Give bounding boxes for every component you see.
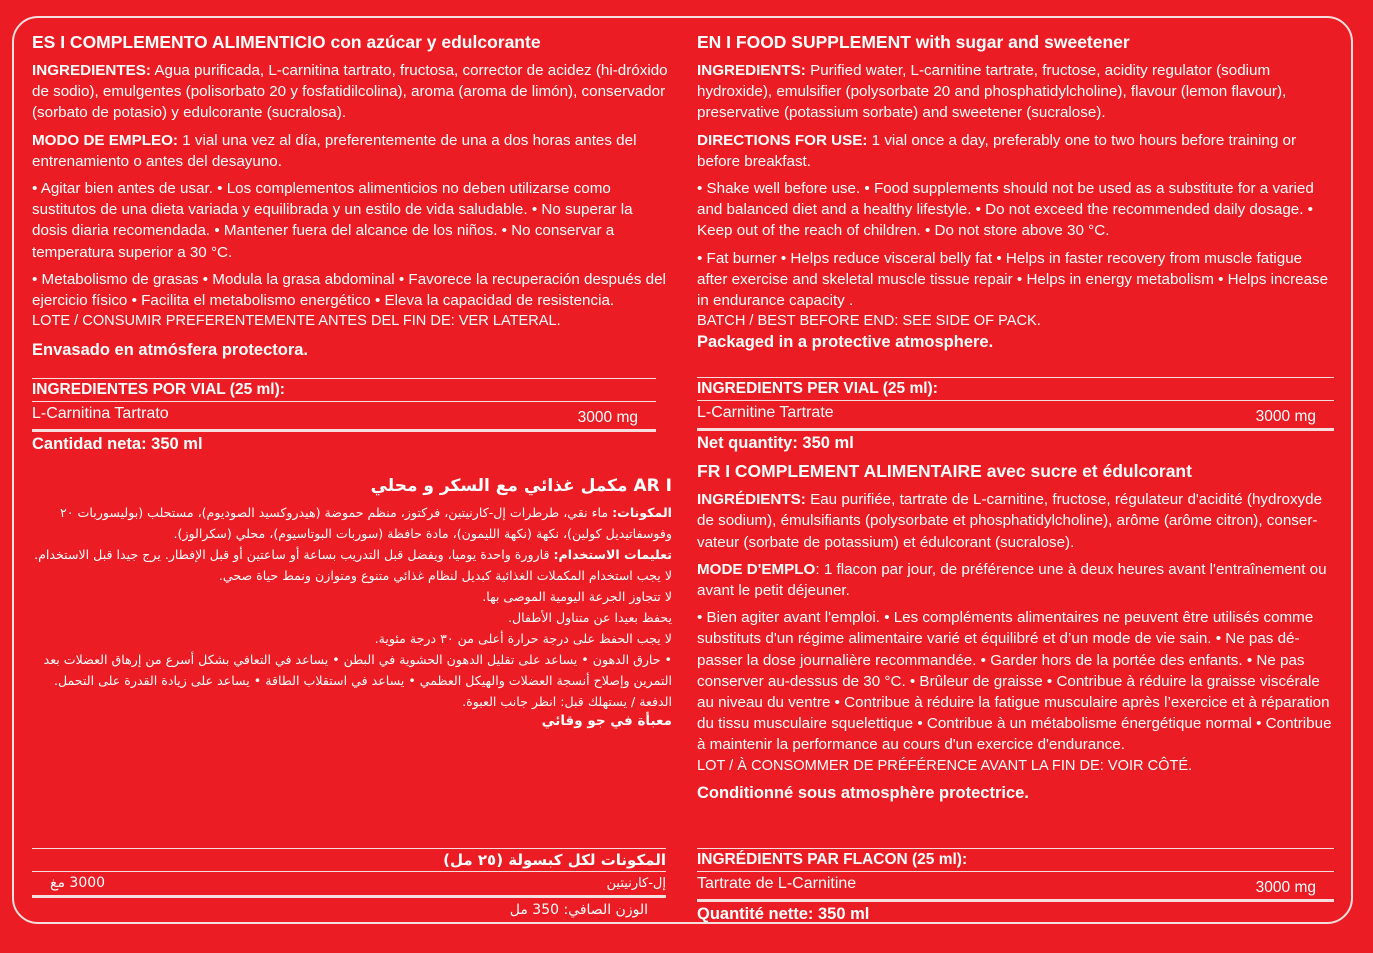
fr-table-value: 3000 mg (1255, 879, 1316, 896)
right-column (697, 30, 1334, 923)
es-ingredients-text: Agua purificada, L-carnitina tartrato, fructosa, corrector de acidez (hi-dróxido de sodio), emulgentes (polisorbato 20 y fosfatidilcolina), aroma (aroma de limón), conservador (sorbato de potasio) y edulcorante (sucralosa). (32, 62, 668, 122)
ar-ingredients-label: المكونات: (612, 505, 672, 521)
fr-batch: LOT / À CONSOMMER DE PRÉFÉRENCE AVANT LA FIN DE: VOIR CÔTÉ. (697, 757, 1193, 774)
fr-net-quantity: Quantité nette: 350 ml (697, 905, 870, 923)
ar-table-value: 3000 مغ (50, 875, 106, 891)
en-table-head: INGREDIENTS PER VIAL (25 ml): (697, 378, 1334, 401)
es-usage-text: 1 vial una vez al día, preferentemente de una a dos horas antes del entrenamiento o antes del desayuno. (32, 131, 637, 170)
fr-section (697, 459, 1334, 803)
fr-title-rest: avec sucre et édulcorant (981, 461, 1192, 482)
fr-ingredients-label: INGRÉDIENTS: (697, 491, 806, 509)
es-net-quantity: Cantidad neta: 350 ml (32, 435, 203, 454)
ar-atmosphere: معبأة في جو وقائي (541, 713, 672, 730)
ar-usage-text: قارورة واحدة يوميا، ويفضل قبل التدريب بساعة أو ساعتين أو قبل الإفطار. يرج جيدا قبل الاستخدام. (34, 547, 554, 563)
en-benefits: • Fat burner • Helps reduce visceral belly fat • Helps in faster recovery from muscle fatigue after exercise and skeletal muscle tissue repair • Helps in energy metabolism • Helps increase in endurance capacity . (697, 249, 1329, 310)
fr-body: • Bien agiter avant l'emploi. • Les compléments alimentaires ne peuvent être utilisés comme substituts d'un régime alimentaire varié et équilibré et d’un mode de vie sain. • Ne pas dé-passer la dose journalière recommandée. • Garder hors de la portée des enfants. • Ne pas conserver au-dessus de 30 °C. • Brûleur de graisse • Contribue à réduire la graisse viscérale au niveau du ventre • Contribue à réduire la fatigue musculaire après l’exercice et à réparation du tissu musculaire squelettique • Contribue à un métabolisme énergétique normal • Contribue à maintenir la performance au cours d'un exercice d'endurance. (697, 609, 1332, 754)
en-ingredients-text: Purified water, L-carnitine tartrate, fructose, acidity regulator (sodium hydroxide), emulsifier (polysorbate 20 and phosphatidylcholine), flavour (lemon flavour), preservative (potassium sorbate) and sweetener (sucralose). (697, 62, 1287, 122)
en-table-value: 3000 mg (1255, 408, 1316, 426)
es-usage (32, 130, 672, 172)
es-table-value: 3000 mg (577, 409, 638, 427)
ar-warning-2: لا تتجاوز الجرعة اليومية الموصى بها. (482, 589, 672, 605)
ar-batch: الدفعة / يستهلك قبل: انظر جانب العبوة. (462, 694, 672, 710)
es-ingredients-table (32, 378, 656, 456)
fr-title (697, 459, 1334, 483)
en-warnings: • Shake well before use. • Food supplements should not be used as a substitute for a varied and balanced diet and a healthy lifestyle. • Do not exceed the recommended daily dosage. • Keep out of the reach of children. • Do not store above 30 °C. (697, 180, 1314, 240)
es-table-head: INGREDIENTES POR VIAL (25 ml): (32, 379, 656, 402)
es-table-row (32, 402, 656, 432)
fr-table-head: INGRÉDIENTS PAR FLACON (25 ml): (697, 849, 1334, 872)
ar-table-head: المكونات لكل كبسولة (٢٥ مل) (32, 849, 666, 872)
fr-table-item: Tartrate de L-Carnitine (697, 875, 857, 892)
es-usage-label: MODO DE EMPLEO: (32, 131, 178, 149)
es-table-item: L-Carnitina Tartrato (32, 405, 169, 423)
en-title-rest: with sugar and sweetener (910, 32, 1130, 52)
en-usage-label: DIRECTIONS FOR USE: (697, 131, 868, 149)
es-title (32, 30, 672, 54)
ar-ingredients-text: ماء نقي، طرطرات إل-كارنيتين، فركتوز، منظم حموضة (هيدروكسيد الصوديوم)، مستحلب (بوليسوربات ٢٠ وفوسفاتيديل كولين)، نكهة (نكهة الليمون)، مادة حافظة (سوربات البوتاسيوم)، محلي (سكرالوز). (60, 505, 672, 542)
ar-table-row (32, 872, 666, 898)
ar-warning-4: لا يجب الحفظ على درجة حرارة أعلى من ٣٠ درجة مئوية. (374, 631, 672, 647)
en-title (697, 30, 1334, 54)
fr-atmosphere: Conditionné sous atmosphère protectrice. (697, 783, 1029, 802)
en-ingredients-table (697, 377, 1334, 455)
ar-table-item: إل-كارنيتين (606, 876, 666, 891)
fr-ingredients-text: Eau purifiée, tartrate de L-carnitine, fructose, régulateur d'acidité (hydroxyde de sodium), émulsifiants (polysorbate et phosphatidylcholine), arôme (arôme citron), conser-vateur (sorbate de potassium) et édulcorant (sucralose). (697, 491, 1323, 551)
en-section (697, 30, 1334, 455)
es-ingredients-label: INGREDIENTES: (32, 62, 151, 79)
en-table-item: L-Carnitine Tartrate (697, 404, 834, 422)
en-table-row (697, 401, 1334, 431)
fr-title-bold: FR I COMPLEMENT ALIMENTAIRE (697, 461, 982, 482)
es-title-rest: con azúcar y edulcorante (325, 32, 541, 52)
ar-usage (32, 544, 672, 565)
fr-usage (697, 559, 1334, 601)
fr-usage-text: : 1 flacon par jour, de préférence une à deux heures avant l'entraînement ou avant le petit déjeuner. (697, 560, 1327, 600)
es-warnings: • Agitar bien antes de usar. • Los complementos alimenticios no deben utilizarse como sustitutos de una dieta variada y equilibrada y un estilo de vida saludable. • No superar la dosis diaria recomendada. • Mantener fuera del alcance de los niños. • No conservar a temperatura superior a 30 °C. (32, 180, 633, 261)
ar-warning-3: يحفظ بعيدا عن متناول الأطفال. (507, 610, 672, 626)
fr-usage-label: MODE D'EMPLO (697, 560, 816, 578)
es-benefits: • Metabolismo de grasas • Modula la grasa abdominal • Favorece la recuperación después del ejercicio físico • Facilita el metabolismo energético • Eleva la capacidad de resistencia. (32, 270, 666, 310)
ar-section (32, 474, 672, 730)
fr-ingredients-table (697, 848, 1334, 926)
ar-ingredients (32, 502, 672, 544)
ar-ingredients-table (32, 848, 666, 922)
es-atmosphere: Envasado en atmósfera protectora. (32, 341, 309, 360)
ar-warning-1: لا يجب استخدام المكملات الغذائية كبديل لنظام غذائي متنوع ومتوازن ونمط حياة صحي. (218, 568, 672, 584)
en-title-bold: EN I FOOD SUPPLEMENT (697, 32, 911, 52)
ar-net-quantity: الوزن الصافي: 350 مل (509, 902, 648, 918)
fr-table-row (697, 872, 1334, 902)
en-ingredients-label: INGREDIENTS: (697, 62, 806, 79)
ar-benefits: • حارق الدهون • يساعد على تقليل الدهون الحشوية في البطن • يساعد في التعافي بشكل أسرع من إرهاق العضلات بعد التمرين وإصلاح أنسجة العضلات والهيكل العظمي • يساعد في استقلاب الطاقة • يساعد على زيادة القدرة على التحمل. (43, 652, 672, 689)
ar-usage-label: تعليمات الاستخدام: (553, 547, 672, 563)
en-atmosphere: Packaged in a protective atmosphere. (697, 333, 994, 352)
fr-ingredients (697, 489, 1334, 553)
es-section (32, 30, 672, 456)
es-batch: LOTE / CONSUMIR PREFERENTEMENTE ANTES DEL FIN DE: VER LATERAL. (32, 313, 561, 330)
en-batch: BATCH / BEST BEFORE END: SEE SIDE OF PACK. (697, 313, 1041, 330)
ar-title: AR I مكمل غذائي مع السكر و محلي (370, 476, 672, 497)
en-net-quantity: Net quantity: 350 ml (697, 434, 854, 453)
es-ingredients (32, 60, 672, 124)
en-ingredients (697, 60, 1334, 124)
en-usage-text: 1 vial once a day, preferably one to two hours before training or before breakfast. (697, 131, 1297, 170)
es-title-bold: ES I COMPLEMENTO ALIMENTICIO (32, 32, 326, 52)
en-usage (697, 130, 1334, 172)
left-column (32, 30, 672, 918)
